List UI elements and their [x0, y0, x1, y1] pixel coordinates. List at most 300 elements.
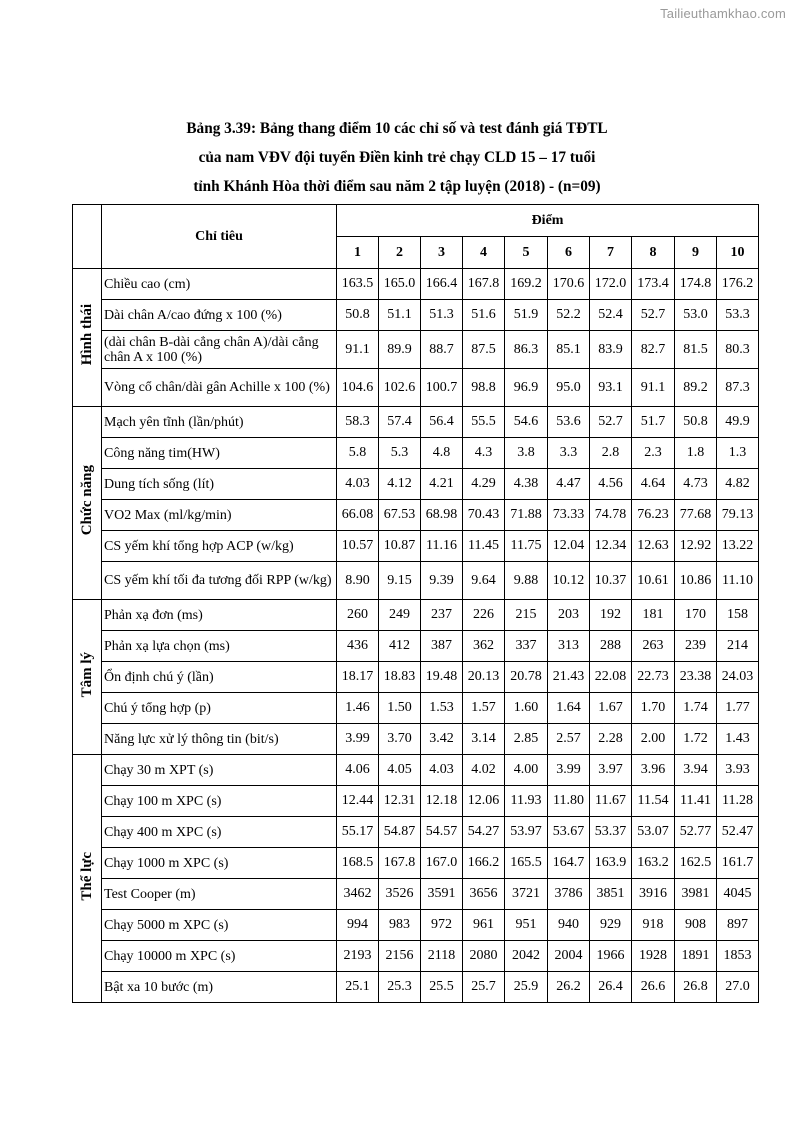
- score-value: 18.83: [379, 662, 421, 693]
- score-value: 1.43: [717, 724, 759, 755]
- score-value: 3.93: [717, 755, 759, 786]
- score-value: 172.0: [590, 269, 632, 300]
- score-value: 4.21: [421, 469, 463, 500]
- score-column-header: 1: [337, 237, 379, 269]
- score-value: 10.86: [675, 562, 717, 600]
- score-value: 951: [505, 910, 548, 941]
- score-value: 4.64: [632, 469, 675, 500]
- score-value: 192: [590, 600, 632, 631]
- score-value: 9.15: [379, 562, 421, 600]
- table-row: [73, 600, 759, 631]
- score-value: 174.8: [675, 269, 717, 300]
- score-value: 4.06: [337, 755, 379, 786]
- score-value: 2.8: [590, 438, 632, 469]
- score-value: 4.56: [590, 469, 632, 500]
- watermark: Tailieuthamkhao.com: [660, 6, 786, 21]
- score-value: 54.27: [463, 817, 505, 848]
- score-column-header: 10: [717, 237, 759, 269]
- table-row: [73, 269, 759, 300]
- score-value: 167.8: [379, 848, 421, 879]
- score-value: 51.9: [505, 300, 548, 331]
- score-value: 98.8: [463, 369, 505, 407]
- score-value: 3851: [590, 879, 632, 910]
- score-value: 22.08: [590, 662, 632, 693]
- table-header: [73, 205, 759, 269]
- score-value: 87.5: [463, 331, 505, 369]
- score-value: 176.2: [717, 269, 759, 300]
- score-value: 13.22: [717, 531, 759, 562]
- score-value: 53.0: [675, 300, 717, 331]
- score-value: 25.3: [379, 972, 421, 1003]
- score-value: 70.43: [463, 500, 505, 531]
- score-value: 24.03: [717, 662, 759, 693]
- score-value: 1.57: [463, 693, 505, 724]
- indicator-label: VO2 Max (ml/kg/min): [102, 500, 337, 531]
- score-value: 3.94: [675, 755, 717, 786]
- score-value: 79.13: [717, 500, 759, 531]
- score-value: 165.5: [505, 848, 548, 879]
- score-value: 3.42: [421, 724, 463, 755]
- score-value: 4.3: [463, 438, 505, 469]
- indicator-label: Chạy 5000 m XPC (s): [102, 910, 337, 941]
- score-value: 4.03: [337, 469, 379, 500]
- score-value: 52.2: [548, 300, 590, 331]
- score-value: 4.00: [505, 755, 548, 786]
- score-value: 11.54: [632, 786, 675, 817]
- score-value: 3981: [675, 879, 717, 910]
- score-value: 412: [379, 631, 421, 662]
- score-value: 10.61: [632, 562, 675, 600]
- score-value: 3.14: [463, 724, 505, 755]
- score-value: 4.29: [463, 469, 505, 500]
- score-value: 167.0: [421, 848, 463, 879]
- score-value: 11.93: [505, 786, 548, 817]
- score-value: 3591: [421, 879, 463, 910]
- score-value: 53.37: [590, 817, 632, 848]
- table-row: [73, 300, 759, 331]
- score-value: 55.17: [337, 817, 379, 848]
- score-value: 940: [548, 910, 590, 941]
- score-value: 23.38: [675, 662, 717, 693]
- score-value: 52.77: [675, 817, 717, 848]
- score-column-header: 4: [463, 237, 505, 269]
- score-value: 11.10: [717, 562, 759, 600]
- score-value: 21.43: [548, 662, 590, 693]
- score-value: 1.67: [590, 693, 632, 724]
- score-value: 3.70: [379, 724, 421, 755]
- score-value: 3721: [505, 879, 548, 910]
- score-value: 214: [717, 631, 759, 662]
- score-value: 10.87: [379, 531, 421, 562]
- score-column-header: 8: [632, 237, 675, 269]
- score-value: 53.97: [505, 817, 548, 848]
- table-row: [73, 879, 759, 910]
- indicator-label: Bật xa 10 bước (m): [102, 972, 337, 1003]
- score-value: 313: [548, 631, 590, 662]
- score-value: 53.07: [632, 817, 675, 848]
- score-value: 11.28: [717, 786, 759, 817]
- score-value: 18.17: [337, 662, 379, 693]
- score-value: 3786: [548, 879, 590, 910]
- score-value: 25.1: [337, 972, 379, 1003]
- table-body: [73, 269, 759, 1003]
- score-value: 95.0: [548, 369, 590, 407]
- score-value: 82.7: [632, 331, 675, 369]
- score-value: 994: [337, 910, 379, 941]
- score-value: 2118: [421, 941, 463, 972]
- score-value: 50.8: [337, 300, 379, 331]
- score-value: 166.2: [463, 848, 505, 879]
- score-value: 9.64: [463, 562, 505, 600]
- score-value: 89.9: [379, 331, 421, 369]
- indicator-label: Chạy 400 m XPC (s): [102, 817, 337, 848]
- score-value: 166.4: [421, 269, 463, 300]
- score-value: 1.64: [548, 693, 590, 724]
- indicator-label: Chạy 30 m XPT (s): [102, 755, 337, 786]
- score-value: 57.4: [379, 407, 421, 438]
- indicator-label: Chiều cao (cm): [102, 269, 337, 300]
- score-value: 3.97: [590, 755, 632, 786]
- table-caption: [0, 114, 794, 201]
- score-value: 85.1: [548, 331, 590, 369]
- score-value: 102.6: [379, 369, 421, 407]
- group-label: Hình thái: [78, 304, 95, 366]
- score-value: 26.2: [548, 972, 590, 1003]
- score-value: 54.57: [421, 817, 463, 848]
- score-value: 4.73: [675, 469, 717, 500]
- score-value: 54.6: [505, 407, 548, 438]
- table-row: [73, 941, 759, 972]
- score-value: 66.08: [337, 500, 379, 531]
- score-value: 3.99: [337, 724, 379, 755]
- score-value: 4.05: [379, 755, 421, 786]
- score-value: 26.8: [675, 972, 717, 1003]
- score-value: 12.18: [421, 786, 463, 817]
- score-value: 52.47: [717, 817, 759, 848]
- score-value: 9.39: [421, 562, 463, 600]
- score-value: 56.4: [421, 407, 463, 438]
- score-value: 2.3: [632, 438, 675, 469]
- score-value: 4045: [717, 879, 759, 910]
- score-value: 54.87: [379, 817, 421, 848]
- score-value: 2156: [379, 941, 421, 972]
- score-value: 22.73: [632, 662, 675, 693]
- score-value: 11.67: [590, 786, 632, 817]
- score-value: 83.9: [590, 331, 632, 369]
- score-value: 337: [505, 631, 548, 662]
- score-value: 436: [337, 631, 379, 662]
- group-label: Tâm lý: [78, 651, 95, 698]
- score-column-header: 5: [505, 237, 548, 269]
- score-value: 89.2: [675, 369, 717, 407]
- score-value: 77.68: [675, 500, 717, 531]
- score-value: 168.5: [337, 848, 379, 879]
- score-value: 10.12: [548, 562, 590, 600]
- score-value: 158: [717, 600, 759, 631]
- score-value: 55.5: [463, 407, 505, 438]
- score-value: 972: [421, 910, 463, 941]
- score-value: 93.1: [590, 369, 632, 407]
- score-value: 1928: [632, 941, 675, 972]
- score-value: 3.96: [632, 755, 675, 786]
- score-value: 163.2: [632, 848, 675, 879]
- score-value: 68.98: [421, 500, 463, 531]
- score-value: 5.3: [379, 438, 421, 469]
- score-value: 1891: [675, 941, 717, 972]
- score-value: 51.3: [421, 300, 463, 331]
- score-value: 181: [632, 600, 675, 631]
- score-value: 1.77: [717, 693, 759, 724]
- score-value: 215: [505, 600, 548, 631]
- score-value: 3462: [337, 879, 379, 910]
- score-value: 237: [421, 600, 463, 631]
- indicator-label: Năng lực xử lý thông tin (bit/s): [102, 724, 337, 755]
- score-value: 169.2: [505, 269, 548, 300]
- group-label-cell: [73, 407, 102, 600]
- score-value: 288: [590, 631, 632, 662]
- score-value: 1.46: [337, 693, 379, 724]
- table-row: [73, 631, 759, 662]
- table-row: [73, 369, 759, 407]
- score-value: 12.34: [590, 531, 632, 562]
- score-value: 1.8: [675, 438, 717, 469]
- score-value: 12.04: [548, 531, 590, 562]
- group-label-cell: [73, 755, 102, 1003]
- score-value: 918: [632, 910, 675, 941]
- score-value: 4.47: [548, 469, 590, 500]
- caption-line-3: tỉnh Khánh Hòa thời điểm sau năm 2 tập luyện (2018) - (n=09): [193, 178, 601, 195]
- score-value: 260: [337, 600, 379, 631]
- score-value: 3.99: [548, 755, 590, 786]
- table-row: [73, 724, 759, 755]
- score-value: 11.41: [675, 786, 717, 817]
- score-value: 161.7: [717, 848, 759, 879]
- score-value: 2.85: [505, 724, 548, 755]
- group-label-cell: [73, 269, 102, 407]
- group-label: Chức năng: [78, 465, 95, 536]
- score-value: 4.8: [421, 438, 463, 469]
- score-table: [72, 204, 759, 1003]
- score-value: 3.3: [548, 438, 590, 469]
- indicator-label: Mạch yên tĩnh (lần/phút): [102, 407, 337, 438]
- score-value: 50.8: [675, 407, 717, 438]
- indicator-label: Chú ý tổng hợp (p): [102, 693, 337, 724]
- indicator-label: Chạy 100 m XPC (s): [102, 786, 337, 817]
- score-value: 51.6: [463, 300, 505, 331]
- score-value: 3656: [463, 879, 505, 910]
- score-value: 1.74: [675, 693, 717, 724]
- table-row: [73, 693, 759, 724]
- table-row: [73, 662, 759, 693]
- score-value: 2042: [505, 941, 548, 972]
- score-value: 91.1: [632, 369, 675, 407]
- score-value: 96.9: [505, 369, 548, 407]
- score-value: 3.8: [505, 438, 548, 469]
- score-value: 53.6: [548, 407, 590, 438]
- score-value: 51.7: [632, 407, 675, 438]
- score-value: 53.3: [717, 300, 759, 331]
- score-value: 362: [463, 631, 505, 662]
- score-value: 2193: [337, 941, 379, 972]
- score-value: 10.37: [590, 562, 632, 600]
- score-value: 86.3: [505, 331, 548, 369]
- score-value: 80.3: [717, 331, 759, 369]
- indicator-label: CS yếm khí tối đa tương đối RPP (w/kg): [102, 562, 337, 600]
- score-value: 11.16: [421, 531, 463, 562]
- score-value: 1.72: [675, 724, 717, 755]
- caption-line-1: Bảng 3.39: Bảng thang điểm 10 các chỉ số và test đánh giá TĐTL: [186, 120, 608, 137]
- score-value: 4.03: [421, 755, 463, 786]
- score-value: 908: [675, 910, 717, 941]
- indicator-label: (dài chân B-dài cẳng chân A)/dài cẳng chân A x 100 (%): [102, 331, 337, 369]
- score-value: 73.33: [548, 500, 590, 531]
- score-value: 2.28: [590, 724, 632, 755]
- score-value: 1.70: [632, 693, 675, 724]
- score-value: 4.12: [379, 469, 421, 500]
- score-value: 263: [632, 631, 675, 662]
- score-value: 2004: [548, 941, 590, 972]
- table-row: [73, 562, 759, 600]
- score-value: 9.88: [505, 562, 548, 600]
- score-value: 1966: [590, 941, 632, 972]
- indicator-label: Công năng tim(HW): [102, 438, 337, 469]
- indicator-label: Test Cooper (m): [102, 879, 337, 910]
- table-row: [73, 972, 759, 1003]
- header-indicator: Chỉ tiêu: [102, 205, 337, 269]
- indicator-label: CS yếm khí tổng hợp ACP (w/kg): [102, 531, 337, 562]
- score-value: 170: [675, 600, 717, 631]
- table-row: [73, 755, 759, 786]
- score-value: 100.7: [421, 369, 463, 407]
- score-value: 929: [590, 910, 632, 941]
- group-label-cell: [73, 600, 102, 755]
- score-value: 49.9: [717, 407, 759, 438]
- indicator-label: Dung tích sống (lít): [102, 469, 337, 500]
- indicator-label: Dài chân A/cao đứng x 100 (%): [102, 300, 337, 331]
- table-row: [73, 848, 759, 879]
- indicator-label: Phản xạ đơn (ms): [102, 600, 337, 631]
- score-value: 1.53: [421, 693, 463, 724]
- score-value: 162.5: [675, 848, 717, 879]
- score-value: 12.31: [379, 786, 421, 817]
- table-row: [73, 531, 759, 562]
- score-value: 87.3: [717, 369, 759, 407]
- score-value: 961: [463, 910, 505, 941]
- score-column-header: 7: [590, 237, 632, 269]
- score-value: 10.57: [337, 531, 379, 562]
- score-column-header: 9: [675, 237, 717, 269]
- score-value: 12.06: [463, 786, 505, 817]
- table-row: [73, 469, 759, 500]
- score-value: 1.60: [505, 693, 548, 724]
- table-row: [73, 407, 759, 438]
- score-value: 1.50: [379, 693, 421, 724]
- score-value: 226: [463, 600, 505, 631]
- score-value: 26.6: [632, 972, 675, 1003]
- score-value: 3526: [379, 879, 421, 910]
- score-value: 4.82: [717, 469, 759, 500]
- table-row: [73, 438, 759, 469]
- table-row: [73, 817, 759, 848]
- score-value: 52.7: [590, 407, 632, 438]
- header-score: Điểm: [337, 205, 759, 237]
- score-column-header: 6: [548, 237, 590, 269]
- indicator-label: Phản xạ lựa chọn (ms): [102, 631, 337, 662]
- score-value: 249: [379, 600, 421, 631]
- indicator-label: Ổn định chú ý (lần): [102, 662, 337, 693]
- group-label: Thể lực: [78, 851, 95, 901]
- table-row: [73, 910, 759, 941]
- score-value: 67.53: [379, 500, 421, 531]
- score-value: 19.48: [421, 662, 463, 693]
- score-value: 52.4: [590, 300, 632, 331]
- score-value: 2080: [463, 941, 505, 972]
- score-value: 163.9: [590, 848, 632, 879]
- score-column-header: 3: [421, 237, 463, 269]
- score-value: 387: [421, 631, 463, 662]
- score-value: 239: [675, 631, 717, 662]
- score-value: 26.4: [590, 972, 632, 1003]
- indicator-label: Chạy 10000 m XPC (s): [102, 941, 337, 972]
- score-value: 5.8: [337, 438, 379, 469]
- score-value: 58.3: [337, 407, 379, 438]
- score-column-header: 2: [379, 237, 421, 269]
- score-value: 12.44: [337, 786, 379, 817]
- score-value: 71.88: [505, 500, 548, 531]
- score-value: 52.7: [632, 300, 675, 331]
- score-value: 76.23: [632, 500, 675, 531]
- score-value: 27.0: [717, 972, 759, 1003]
- score-value: 20.13: [463, 662, 505, 693]
- score-value: 173.4: [632, 269, 675, 300]
- table-row: [73, 786, 759, 817]
- score-value: 165.0: [379, 269, 421, 300]
- score-value: 53.67: [548, 817, 590, 848]
- score-value: 2.00: [632, 724, 675, 755]
- table-row: [73, 331, 759, 369]
- score-value: 12.63: [632, 531, 675, 562]
- score-value: 88.7: [421, 331, 463, 369]
- score-value: 983: [379, 910, 421, 941]
- score-value: 897: [717, 910, 759, 941]
- indicator-label: Chạy 1000 m XPC (s): [102, 848, 337, 879]
- header-empty-cell: [73, 205, 102, 269]
- score-value: 2.57: [548, 724, 590, 755]
- score-value: 1853: [717, 941, 759, 972]
- score-value: 20.78: [505, 662, 548, 693]
- score-value: 81.5: [675, 331, 717, 369]
- caption-line-2: của nam VĐV đội tuyển Điền kinh trẻ chạy CLD 15 – 17 tuổi: [198, 149, 596, 166]
- score-value: 11.75: [505, 531, 548, 562]
- score-value: 4.02: [463, 755, 505, 786]
- score-value: 25.9: [505, 972, 548, 1003]
- score-value: 3916: [632, 879, 675, 910]
- score-value: 4.38: [505, 469, 548, 500]
- score-value: 25.7: [463, 972, 505, 1003]
- score-value: 12.92: [675, 531, 717, 562]
- score-value: 203: [548, 600, 590, 631]
- score-value: 8.90: [337, 562, 379, 600]
- table-row: [73, 500, 759, 531]
- score-value: 170.6: [548, 269, 590, 300]
- indicator-label: Vòng cổ chân/dài gân Achille x 100 (%): [102, 369, 337, 407]
- score-value: 104.6: [337, 369, 379, 407]
- score-value: 51.1: [379, 300, 421, 331]
- score-value: 1.3: [717, 438, 759, 469]
- score-value: 164.7: [548, 848, 590, 879]
- score-value: 11.45: [463, 531, 505, 562]
- score-value: 167.8: [463, 269, 505, 300]
